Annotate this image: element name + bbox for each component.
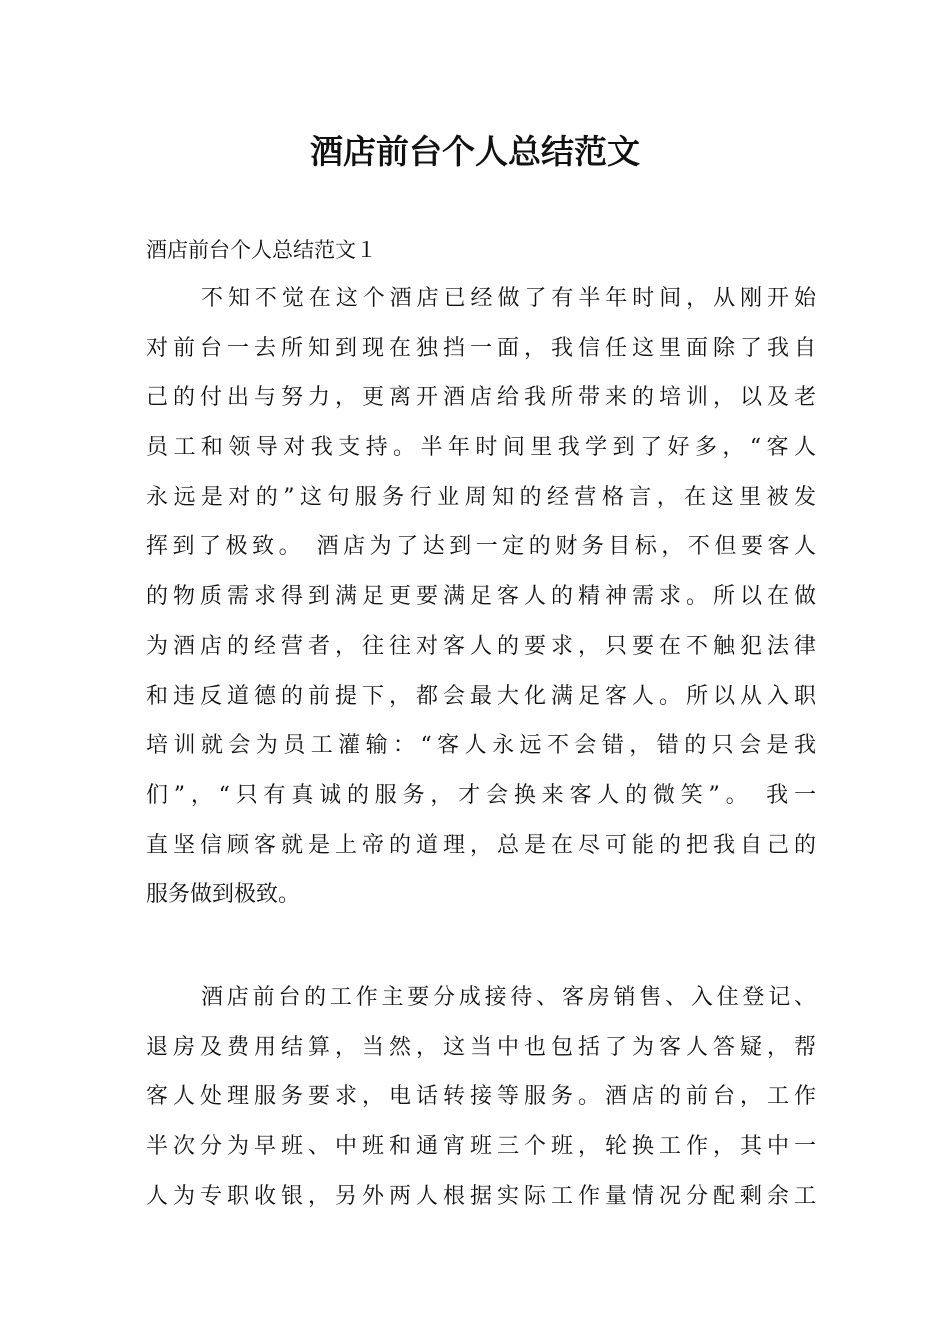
paragraph-line: 己的付出与努力，更离开酒店给我所带来的培训，以及老 — [146, 385, 816, 411]
paragraph-line: 培训就会为员工灌输：“客人永远不会错，错的只会是我 — [146, 733, 816, 759]
paragraph-line: 直坚信顾客就是上帝的道理，总是在尽可能的把我自己的 — [146, 832, 816, 858]
paragraph-line: 服务做到极致。 — [146, 882, 301, 908]
paragraph-2 — [146, 973, 816, 1221]
paragraph-line: 对前台一去所知到现在独挡一面，我信任这里面除了我自 — [146, 335, 816, 361]
paragraph-line: 酒店前台的工作主要分成接待、客房销售、入住登记、 — [201, 985, 816, 1010]
paragraph-line: 们”，“只有真诚的服务，才会换来客人的微笑”。 我一 — [146, 782, 816, 808]
paragraph-line: 的物质需求得到满足更要满足客人的精神需求。所以在做 — [146, 584, 816, 610]
paragraph-line: 客人处理服务要求，电话转接等服务。酒店的前台，工作 — [146, 1084, 816, 1110]
paragraph-1 — [146, 274, 816, 920]
paragraph-line: 和违反道德的前提下，都会最大化满足客人。所以从入职 — [146, 683, 816, 709]
paragraph-line: 为酒店的经营者，往往对客人的要求，只要在不触犯法律 — [146, 633, 816, 659]
paragraph-line: 不知不觉在这个酒店已经做了有半年时间，从刚开始 — [201, 286, 816, 311]
section-heading: 酒店前台个人总结范文１ — [146, 238, 377, 262]
paragraph-line: 人为专职收银，另外两人根据实际工作量情况分配剩余工 — [146, 1183, 816, 1209]
paragraph-line: 退房及费用结算，当然，这当中也包括了为客人答疑，帮 — [146, 1034, 816, 1060]
paragraph-line: 员工和领导对我支持。半年时间里我学到了好多，“客人 — [146, 435, 816, 461]
paragraph-line: 挥到了极致。 酒店为了达到一定的财务目标，不但要客人 — [146, 534, 816, 560]
paragraph-line: 永远是对的”这句服务行业周知的经营格言，在这里被发 — [146, 484, 816, 510]
document-title: 酒店前台个人总结范文 — [310, 132, 640, 171]
paragraph-line: 半次分为早班、中班和通宵班三个班，轮换工作，其中一 — [146, 1134, 816, 1160]
